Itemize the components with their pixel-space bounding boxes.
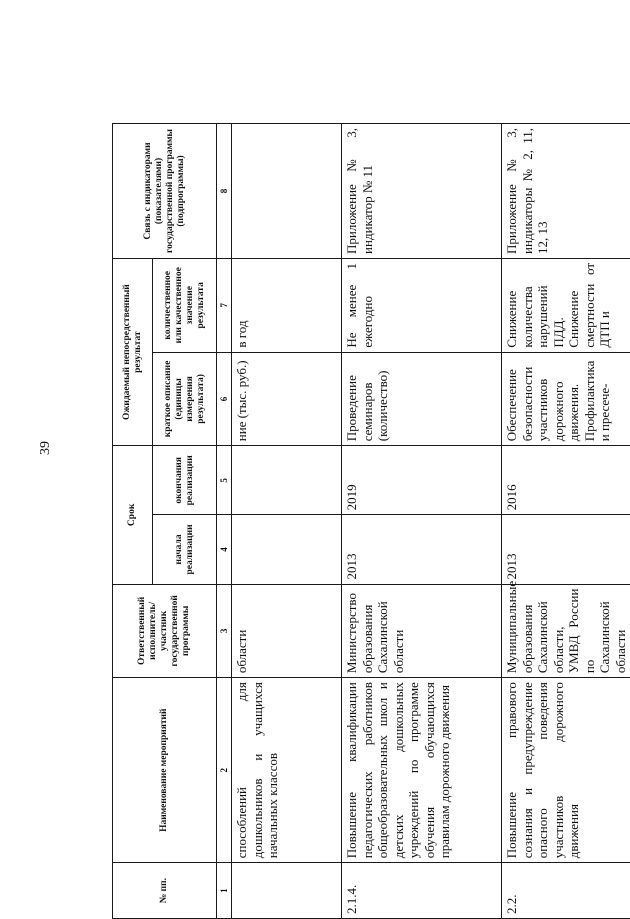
measures-table bbox=[112, 123, 630, 919]
page-number: 39 bbox=[38, 428, 54, 468]
table-row bbox=[342, 124, 502, 919]
row-end: 2016 bbox=[502, 446, 630, 515]
row-name: Повышение квалификации педагогических работников общеобразовательных школ и детских дошкольных учреждений по программе обучения обучающихся правилам дорожного движения bbox=[342, 678, 502, 863]
row-num: 2.2. bbox=[502, 863, 630, 919]
table-row bbox=[502, 124, 630, 919]
header-term-start: начала реализации bbox=[153, 515, 217, 584]
column-number: 5 bbox=[217, 446, 232, 515]
row-link: Приложение № 3, индикаторы № 2, 11, 12, 13 bbox=[502, 124, 630, 259]
row-value: в год bbox=[232, 258, 342, 352]
header-term: Срок bbox=[113, 446, 153, 584]
column-number: 2 bbox=[217, 678, 232, 863]
row-num bbox=[232, 863, 342, 919]
header-term-end: окончания реализации bbox=[153, 446, 217, 515]
row-value: Не менее 1 ежегодно bbox=[342, 258, 502, 352]
header-link: Связь с индикаторами (показателями) государственной программы (подпрограммы) bbox=[113, 124, 217, 259]
row-desc: ние (тыс. руб.) bbox=[232, 352, 342, 446]
row-desc: Проведение семинаров (количество) bbox=[342, 352, 502, 446]
row-desc: Обеспечение безопасности участников дорожного движения. Профилактика и пресече- bbox=[502, 352, 630, 446]
row-responsible: Муниципальные образования Сахалинской области, УМВД России по Сахалинской области bbox=[502, 584, 630, 678]
column-number: 3 bbox=[217, 584, 232, 678]
column-numbers-row bbox=[217, 124, 232, 919]
row-name: способлений для дошкольников и учащихся начальных классов bbox=[232, 678, 342, 863]
row-responsible: области bbox=[232, 584, 342, 678]
header-num: № пп. bbox=[113, 863, 217, 919]
table-row bbox=[232, 124, 342, 919]
row-start: 2013 bbox=[342, 515, 502, 584]
row-responsible: Министерство образования Сахалинской области bbox=[342, 584, 502, 678]
row-name: Повышение правового сознания и предупреждение опасного поведения участников дорожного движения bbox=[502, 678, 630, 863]
column-number: 6 bbox=[217, 352, 232, 446]
header-result-desc: краткое описание (единицы измерения результата) bbox=[153, 352, 217, 446]
column-number: 1 bbox=[217, 863, 232, 919]
row-end: 2019 bbox=[342, 446, 502, 515]
row-link bbox=[232, 124, 342, 259]
row-value: Снижение количества нарушений ПДД. Снижение смертности от ДТП и bbox=[502, 258, 630, 352]
row-link: Приложение № 3, индикатор № 11 bbox=[342, 124, 502, 259]
row-end bbox=[232, 446, 342, 515]
header-responsible: Ответственный исполнитель/ участник государственной программы bbox=[113, 584, 217, 678]
row-start: 2013 bbox=[502, 515, 630, 584]
column-number: 8 bbox=[217, 124, 232, 259]
column-number: 7 bbox=[217, 258, 232, 352]
header-name: Наименование мероприятий bbox=[113, 678, 217, 863]
header-result-value: количественное или качественное значение результата bbox=[153, 258, 217, 352]
header-result: Ожидаемый непосредственный результат bbox=[113, 258, 153, 445]
row-num: 2.1.4. bbox=[342, 863, 502, 919]
column-number: 4 bbox=[217, 515, 232, 584]
rotated-page-content bbox=[112, 123, 630, 919]
row-start bbox=[232, 515, 342, 584]
